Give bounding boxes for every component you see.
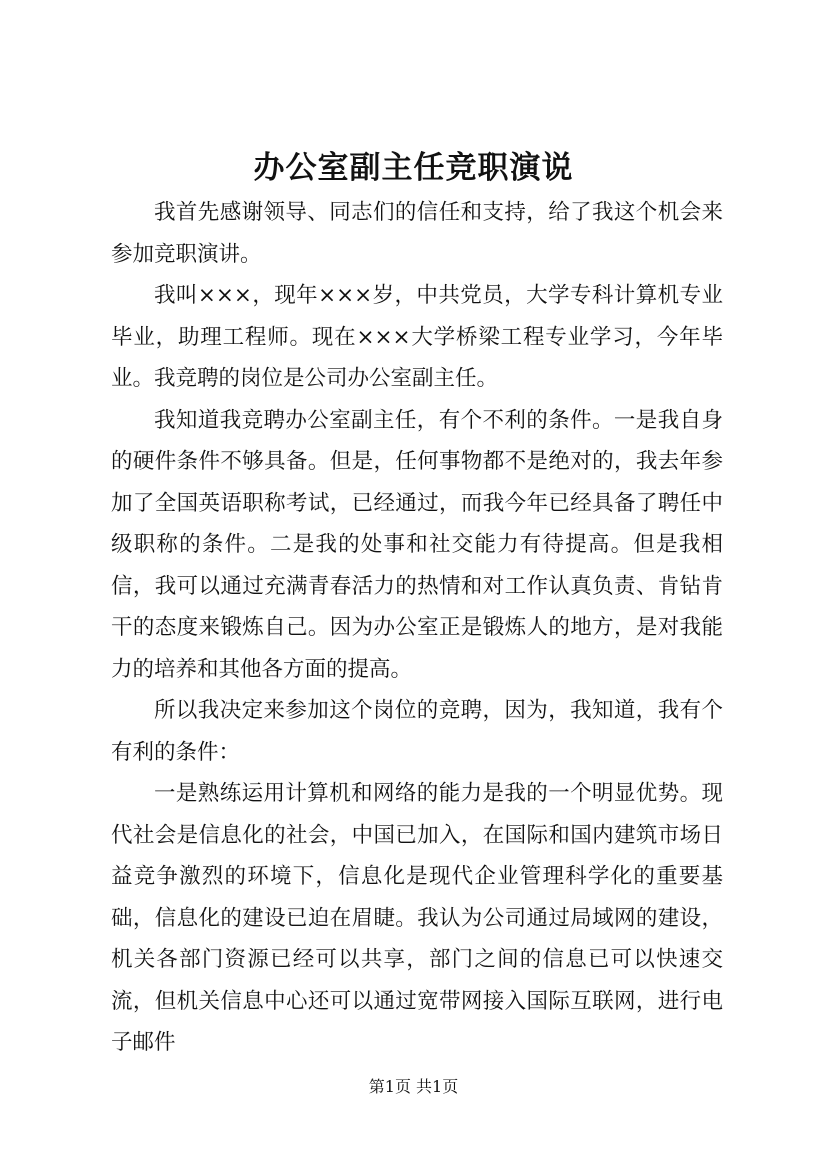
paragraph-5: 一是熟练运用计算机和网络的能力是我的一个明显优势。现代社会是信息化的社会，中国已加入，在国际和国内建筑市场日益竞争激烈的环境下，信息化是现代企业管理科学化的重要基础，信息化的建设已迫在眉睫。我认为公司通过局域网的建设，机关各部门资源已经可以共享，部门之间的信息已可以快速交流，但机关信息中心还可以通过宽带网接入国际互联网，进行电子邮件 [111, 781, 723, 1055]
paragraph-1: 我首先感谢领导、同志们的信任和支持，给了我这个机会来参加竞职演讲。 [111, 200, 723, 267]
document-title: 办公室副主任竞职演说 [253, 150, 574, 186]
paragraph-4: 所以我决定来参加这个岗位的竞聘，因为，我知道，我有个有利的条件： [111, 698, 723, 765]
document-body [111, 192, 723, 1064]
page-footer: 第1页 共1页 [368, 1077, 459, 1096]
paragraph-2: 我叫×××，现年×××岁，中共党员，大学专科计算机专业毕业，助理工程师。现在×××大学桥梁工程专业学习，今年毕业。我竞聘的岗位是公司办公室副主任。 [111, 283, 723, 391]
paragraph-3: 我知道我竞聘办公室副主任，有个不利的条件。一是我自身的硬件条件不够具备。但是，任何事物都不是绝对的，我去年参加了全国英语职称考试，已经通过，而我今年已经具备了聘任中级职称的条件。二是我的处事和社交能力有待提高。但是我相信，我可以通过充满青春活力的热情和对工作认真负责、肯钻肯干的态度来锻炼自己。因为办公室正是锻炼人的地方，是对我能力的培养和其他各方面的提高。 [111, 407, 723, 682]
